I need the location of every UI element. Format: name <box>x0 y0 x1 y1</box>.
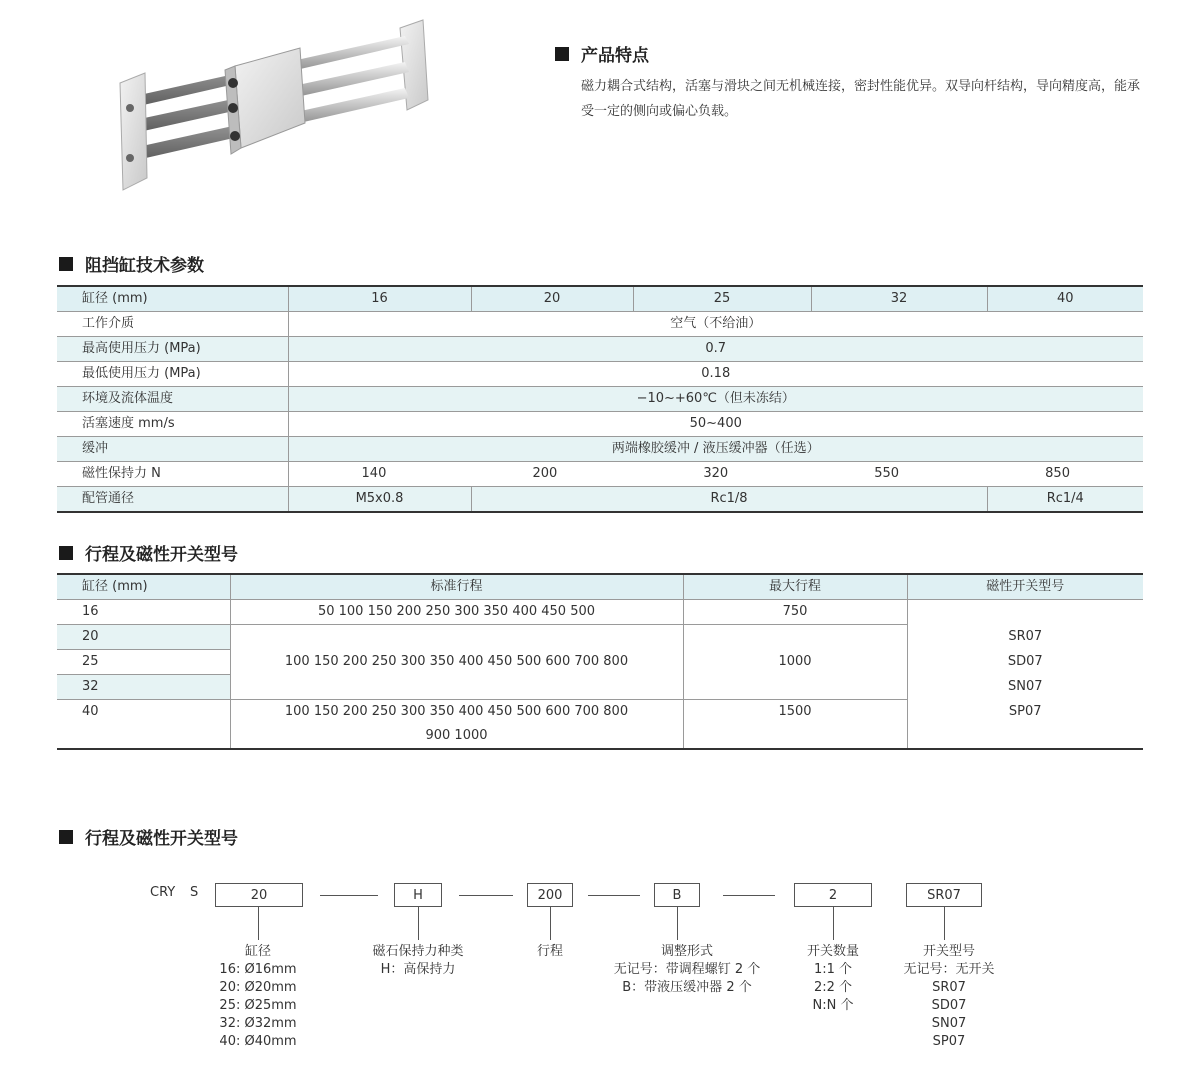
switch-models: SR07 SD07 SN07 SP07 <box>907 600 1143 750</box>
square-bullet-icon <box>59 830 73 844</box>
table-row: 40 100 150 200 250 300 350 400 450 500 600 700 800 1500 <box>57 700 1143 725</box>
code-box-adjust: B <box>654 883 700 907</box>
spec-title: 阻挡缸技术参数 <box>59 251 204 276</box>
connector-line <box>833 907 834 940</box>
table-row: 最低使用压力 (MPa) 0.18 <box>57 362 1143 387</box>
connector-line <box>418 907 419 940</box>
code-box-switch-type: SR07 <box>906 883 982 907</box>
code-box-switch-qty: 2 <box>794 883 872 907</box>
code-dash <box>459 895 513 896</box>
code-box-magnet: H <box>394 883 442 907</box>
stroke-title: 行程及磁性开关型号 <box>59 540 238 565</box>
connector-line <box>258 907 259 940</box>
connector-line <box>550 907 551 940</box>
table-row: 配管通径 M5x0.8 Rc1/8 Rc1/4 <box>57 487 1143 513</box>
desc-switch-type: 开关型号 无记号：无开关 SR07 SD07 SN07 SP07 <box>903 944 995 1049</box>
connector-line <box>677 907 678 940</box>
code-dash <box>320 895 378 896</box>
table-row: 最高使用压力 (MPa) 0.7 <box>57 337 1143 362</box>
model-prefix-s: S <box>190 885 199 900</box>
desc-adjust: 调整形式 无记号：带调程螺钉 2 个 B：带液压缓冲器 2 个 <box>613 944 761 995</box>
table-row: 16 50 100 150 200 250 300 350 400 450 500 750 SR07 SD07 SN07 SP07 <box>57 600 1143 625</box>
square-bullet-icon <box>59 546 73 560</box>
code-box-stroke: 200 <box>527 883 573 907</box>
desc-switch-qty: 开关数量 1:1 个 2:2 个 N:N 个 <box>806 944 859 1013</box>
square-bullet-icon <box>555 47 569 61</box>
features-title: 产品特点 <box>555 41 649 66</box>
desc-magnet: 磁石保持力种类 H：高保持力 <box>372 944 464 977</box>
table-row: 25 <box>57 650 1143 675</box>
stroke-table <box>57 573 1143 750</box>
table-row: 活塞速度 mm/s 50~400 <box>57 412 1143 437</box>
table-row: 缸径 (mm) 16 20 25 32 40 <box>57 286 1143 312</box>
square-bullet-icon <box>59 257 73 271</box>
desc-stroke: 行程 <box>536 944 563 959</box>
table-row: 20 100 150 200 250 300 350 400 450 500 600 700 800 1000 <box>57 625 1143 650</box>
code-dash <box>723 895 775 896</box>
features-text: 磁力耦合式结构，活塞与滑块之间无机械连接，密封性能优异。双导向杆结构，导向精度高，能承受一定的侧向或偏心负载。 <box>581 79 1141 119</box>
table-row: 环境及流体温度 −10~+60℃（但未冻结） <box>57 387 1143 412</box>
connector-line <box>944 907 945 940</box>
spec-table <box>57 285 1143 513</box>
model-title: 行程及磁性开关型号 <box>59 824 238 849</box>
table-row: 900 1000 <box>57 724 1143 749</box>
holding-values: 140 200 320 550 850 <box>361 466 1070 481</box>
table-row: 磁性保持力 N 140 200 320 550 850 <box>57 462 1143 487</box>
model-prefix-cry: CRY <box>150 885 176 900</box>
table-row: 工作介质 空气（不给油） <box>57 312 1143 337</box>
code-dash <box>588 895 640 896</box>
table-row: 缓冲 两端橡胶缓冲 / 液压缓冲器（任选） <box>57 437 1143 462</box>
desc-bore: 缸径 16: Ø16mm 20: Ø20mm 25: Ø25mm 32: Ø32mm 40: Ø40mm <box>219 944 297 1049</box>
table-row: 32 <box>57 675 1143 700</box>
code-box-bore: 20 <box>215 883 303 907</box>
product-image <box>105 8 435 193</box>
table-row: 缸径 (mm) 标准行程 最大行程 磁性开关型号 <box>57 574 1143 600</box>
